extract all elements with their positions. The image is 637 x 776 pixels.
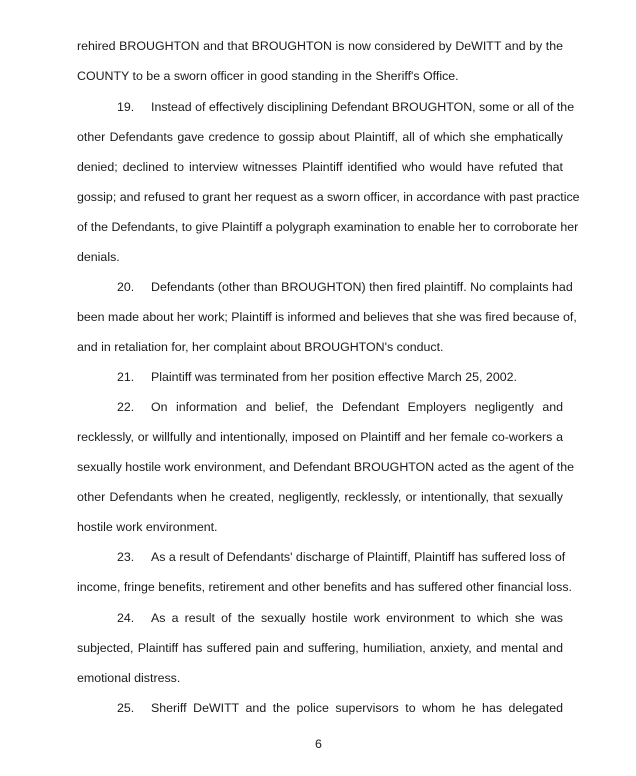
text-line: rehired BROUGHTON and that BROUGHTON is now considered by DeWITT and by the xyxy=(77,39,563,53)
paragraph-19-first-line xyxy=(117,99,575,115)
paragraph-number: 23. xyxy=(117,550,135,564)
text-line: COUNTY to be a sworn officer in good standing in the Sheriff's Office. xyxy=(77,69,459,83)
text-line: gossip; and refused to grant her request as a sworn officer, in accordance with past practice xyxy=(77,190,580,204)
paragraph-21-first-line xyxy=(117,369,563,385)
text-line: sexually hostile work environment, and Defendant BROUGHTON acted as the agent of the xyxy=(77,460,575,474)
text-line: denied; declined to interview witnesses Plaintiff identified who would have refuted that xyxy=(77,160,563,174)
paragraph-23-first-line xyxy=(117,549,566,565)
text-line: As a result of Defendants' discharge of Plaintiff, Plaintiff has suffered loss of xyxy=(151,550,566,564)
text-line: Defendants (other than BROUGHTON) then fired plaintiff. No complaints had xyxy=(151,280,573,294)
text-line: denials. xyxy=(77,250,120,264)
paragraph-22-first-line xyxy=(117,399,563,415)
paragraph-number: 24. xyxy=(117,611,135,625)
text-line: Instead of effectively disciplining Defendant BROUGHTON, some or all of the xyxy=(151,100,575,114)
paragraph-25-first-line xyxy=(117,700,563,716)
paragraph-number: 19. xyxy=(117,100,135,114)
text-line: On information and belief, the Defendant Employers negligently and xyxy=(151,400,563,414)
text-line: income, fringe benefits, retirement and other benefits and has suffered other financial loss. xyxy=(77,580,572,594)
paragraph-number: 22. xyxy=(117,400,135,414)
text-line: subjected, Plaintiff has suffered pain and suffering, humiliation, anxiety, and mental and xyxy=(77,641,563,655)
text-line: other Defendants when he created, negligently, recklessly, or intentionally, that sexually xyxy=(77,490,563,504)
page-number: 6 xyxy=(315,737,322,751)
paragraph-24-first-line xyxy=(117,610,563,626)
text-line: hostile work environment. xyxy=(77,520,218,534)
text-line: and in retaliation for, her complaint about BROUGHTON's conduct. xyxy=(77,340,444,354)
text-line: As a result of the sexually hostile work environment to which she was xyxy=(151,611,563,625)
text-line: Plaintiff was terminated from her position effective March 25, 2002. xyxy=(151,370,517,384)
paragraph-number: 20. xyxy=(117,280,135,294)
text-line: recklessly, or willfully and intentionally, imposed on Plaintiff and her female co-workers a xyxy=(77,430,563,444)
text-line: other Defendants gave credence to gossip about Plaintiff, all of which she emphatically xyxy=(77,130,563,144)
text-line: of the Defendants, to give Plaintiff a polygraph examination to enable her to corroborate her xyxy=(77,220,579,234)
text-line: Sheriff DeWITT and the police supervisors to whom he has delegated xyxy=(151,701,563,715)
paragraph-number: 25. xyxy=(117,701,135,715)
text-line: emotional distress. xyxy=(77,671,181,685)
paragraph-20-first-line xyxy=(117,279,573,295)
paragraph-number: 21. xyxy=(117,370,135,384)
text-line: been made about her work; Plaintiff is informed and believes that she was fired because of, xyxy=(77,310,577,324)
